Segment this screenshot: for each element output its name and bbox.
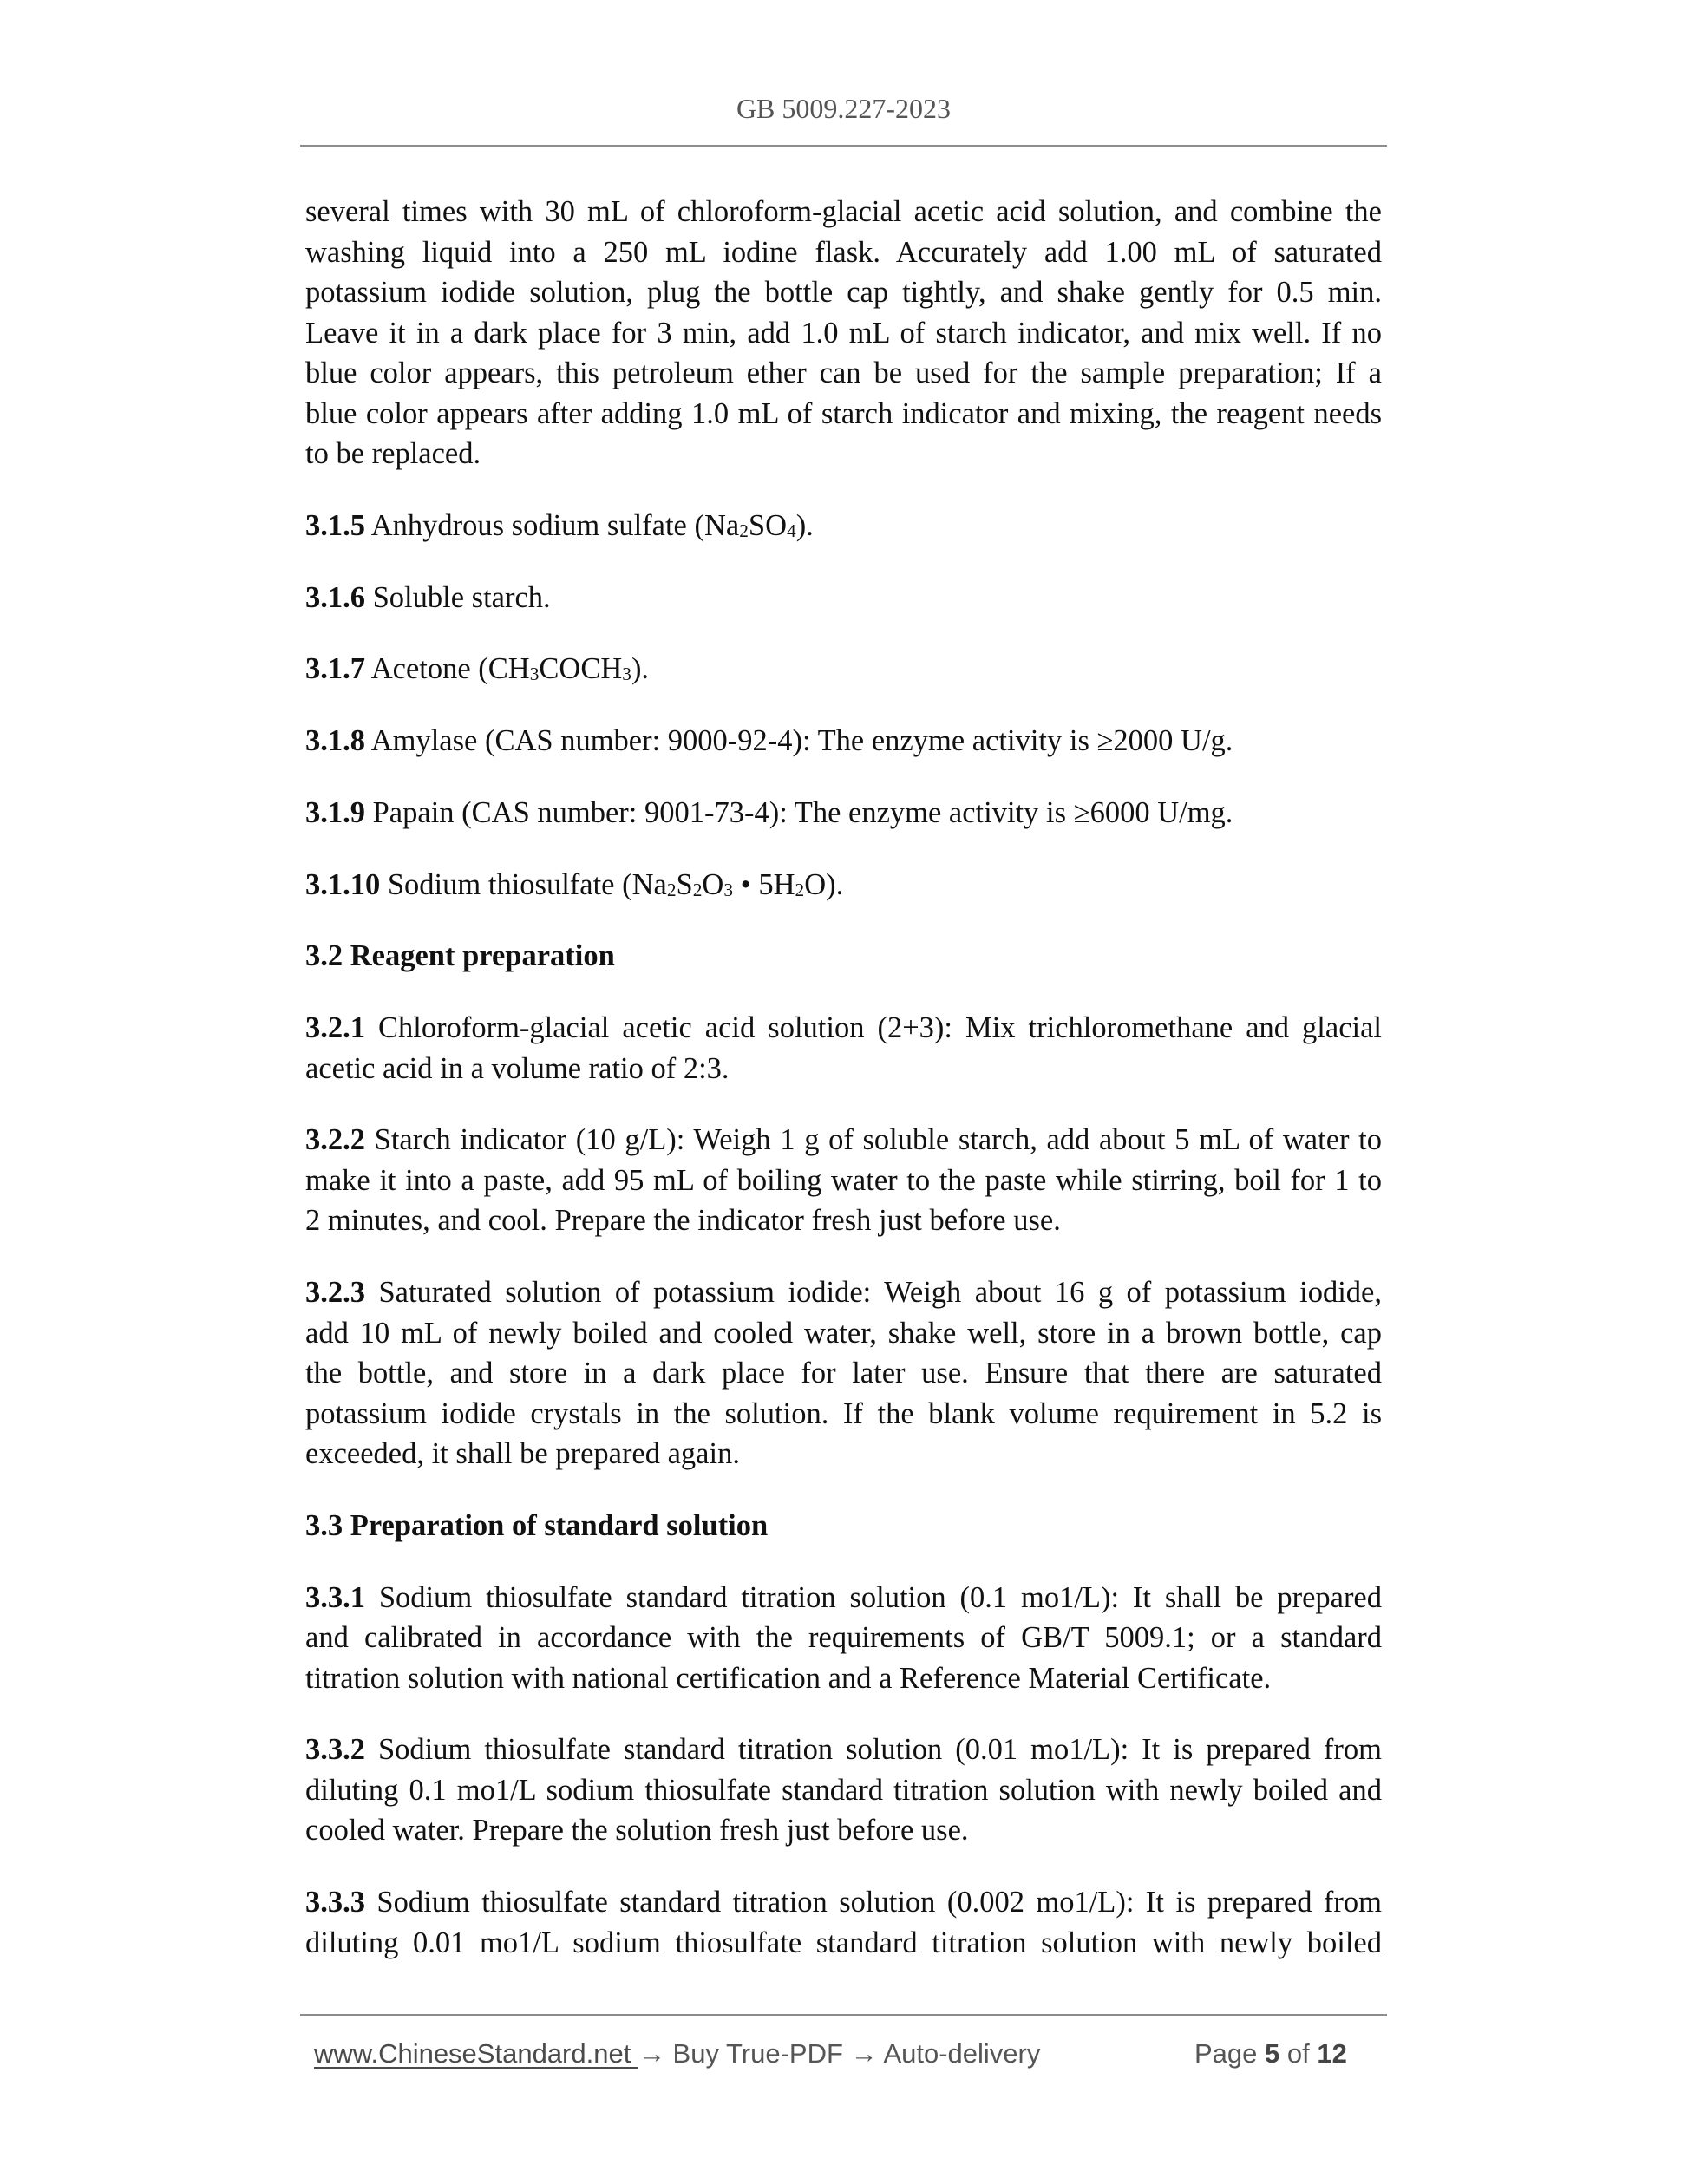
text-line bbox=[305, 1810, 1382, 1851]
page-label: Page bbox=[1194, 2038, 1266, 2069]
text-run: ). bbox=[631, 652, 650, 686]
footer-promo bbox=[314, 2035, 1040, 2073]
text-run: exceeded, it shall be prepared again. bbox=[305, 1437, 740, 1470]
text-run: Papain (CAS number: 9001-73-4): The enzyme activity is ≥6000 U/mg. bbox=[365, 795, 1233, 829]
clause-number: 3.1.9 bbox=[305, 795, 365, 829]
page-footer bbox=[0, 2035, 1688, 2073]
text-run: Sodium thiosulfate (Na bbox=[380, 867, 667, 901]
text-run: diluting 0.1 mo1/L sodium thiosulfate standard titration solution with newly boiled and bbox=[305, 1773, 1382, 1807]
paragraph bbox=[305, 1578, 1382, 1699]
text-line bbox=[305, 1313, 1382, 1354]
text-run: potassium iodide solution, plug the bottle cap tightly, and shake gently for 0.5 min. bbox=[305, 276, 1382, 309]
paragraph bbox=[305, 1120, 1382, 1241]
clause-number: 3.2.1 bbox=[305, 1011, 365, 1044]
clause-number: 3.1.5 bbox=[305, 508, 365, 542]
text-line bbox=[305, 1578, 1382, 1618]
paragraph bbox=[305, 578, 1382, 618]
text-run: blue color appears after adding 1.0 mL of starch indicator and mixing, the reagent needs bbox=[305, 396, 1382, 430]
text-run: make it into a paste, add 95 mL of boiling water to the paste while stirring, boil for 1 to bbox=[305, 1163, 1382, 1197]
clause-number: 3.3.1 bbox=[305, 1580, 365, 1614]
subscript: 3 bbox=[723, 879, 734, 900]
text-line bbox=[305, 578, 1382, 618]
text-line bbox=[305, 1658, 1382, 1699]
page-total: 12 bbox=[1317, 2038, 1347, 2069]
paragraph bbox=[305, 1882, 1382, 1963]
text-line bbox=[305, 1506, 1382, 1546]
paragraph bbox=[305, 649, 1382, 690]
page-indicator bbox=[1194, 2035, 1347, 2073]
clause-number: 3.2.2 bbox=[305, 1123, 365, 1157]
text-line bbox=[305, 1618, 1382, 1658]
text-run: Soluble starch. bbox=[365, 580, 551, 614]
paragraph bbox=[305, 865, 1382, 906]
text-run: and calibrated in accordance with the requirements of GB/T 5009.1; or a standard bbox=[305, 1621, 1382, 1654]
paragraph bbox=[305, 1008, 1382, 1089]
footer-divider bbox=[300, 2014, 1387, 2016]
subscript: 2 bbox=[666, 879, 677, 900]
text-line bbox=[305, 232, 1382, 273]
subscript: 3 bbox=[622, 664, 631, 685]
paragraph bbox=[305, 1730, 1382, 1851]
text-line bbox=[305, 721, 1382, 762]
section-heading bbox=[305, 936, 1382, 977]
text-run: COCH bbox=[539, 652, 623, 686]
text-run: to be replaced. bbox=[305, 437, 481, 470]
text-run: washing liquid into a 250 mL iodine flask. Accurately add 1.00 mL of saturated bbox=[305, 235, 1382, 269]
text-line bbox=[305, 1200, 1382, 1241]
clause-number: 3.1.6 bbox=[305, 580, 365, 614]
text-line bbox=[305, 1161, 1382, 1201]
text-line bbox=[305, 394, 1382, 435]
subscript: 2 bbox=[739, 520, 749, 541]
text-line bbox=[305, 353, 1382, 394]
text-line bbox=[305, 313, 1382, 354]
running-header: GB 5009.227-2023 bbox=[736, 93, 952, 124]
text-line bbox=[305, 1770, 1382, 1811]
clause-number: 3.3 Preparation of standard solution bbox=[305, 1508, 769, 1542]
text-run: O bbox=[702, 867, 724, 901]
text-run: Saturated solution of potassium iodide: Weigh about 16 g of potassium iodide, bbox=[365, 1276, 1382, 1309]
clause-number: 3.2 Reagent preparation bbox=[305, 939, 615, 973]
document-body bbox=[305, 192, 1382, 1994]
text-line bbox=[305, 1049, 1382, 1089]
text-line bbox=[305, 1272, 1382, 1313]
text-run: • 5H bbox=[733, 867, 795, 901]
text-line bbox=[305, 1434, 1382, 1475]
text-line bbox=[305, 1394, 1382, 1435]
text-line bbox=[305, 865, 1382, 906]
paragraph bbox=[305, 1272, 1382, 1475]
text-run: Leave it in a dark place for 3 min, add 1.0 mL of starch indicator, and mix well. If no bbox=[305, 316, 1382, 350]
text-run: 2 minutes, and cool. Prepare the indicator fresh just before use. bbox=[305, 1204, 1061, 1238]
clause-number: 3.3.3 bbox=[305, 1886, 365, 1919]
text-run: Starch indicator (10 g/L): Weigh 1 g of soluble starch, add about 5 mL of water to bbox=[365, 1123, 1382, 1157]
website-link[interactable]: www.ChineseStandard.net bbox=[314, 2038, 638, 2069]
paragraph bbox=[305, 192, 1382, 474]
text-line bbox=[305, 434, 1382, 474]
subscript: 2 bbox=[795, 879, 805, 900]
text-line bbox=[305, 1120, 1382, 1161]
page-of-label: of bbox=[1279, 2038, 1318, 2069]
page-current: 5 bbox=[1265, 2038, 1280, 2069]
text-line bbox=[305, 649, 1382, 690]
text-line bbox=[305, 1923, 1382, 1964]
text-run: Sodium thiosulfate standard titration solution (0.002 mo1/L): It is prepared from bbox=[365, 1886, 1382, 1919]
text-line bbox=[305, 936, 1382, 977]
text-run: S bbox=[676, 867, 693, 901]
paragraph bbox=[305, 721, 1382, 762]
text-run: the bottle, and store in a dark place for later use. Ensure that there are saturated bbox=[305, 1357, 1382, 1390]
text-line bbox=[305, 506, 1382, 546]
text-line bbox=[305, 272, 1382, 313]
text-run: Anhydrous sodium sulfate (Na bbox=[365, 508, 740, 542]
text-line bbox=[305, 1353, 1382, 1394]
subscript: 2 bbox=[692, 879, 703, 900]
text-run: Sodium thiosulfate standard titration solution (0.01 mo1/L): It is prepared from bbox=[365, 1733, 1382, 1767]
text-line bbox=[305, 1882, 1382, 1923]
section-heading bbox=[305, 1506, 1382, 1546]
text-line bbox=[305, 192, 1382, 232]
text-run: blue color appears, this petroleum ether can be used for the sample preparation; If a bbox=[305, 356, 1382, 389]
text-run: SO bbox=[748, 508, 787, 542]
text-run: cooled water. Prepare the solution fresh just before use. bbox=[305, 1814, 969, 1847]
clause-number: 3.1.10 bbox=[305, 867, 381, 901]
clause-number: 3.3.2 bbox=[305, 1733, 365, 1767]
paragraph bbox=[305, 506, 1382, 546]
subscript: 4 bbox=[787, 520, 796, 541]
header-divider bbox=[300, 145, 1387, 147]
text-run: O). bbox=[804, 867, 844, 901]
clause-number: 3.1.7 bbox=[305, 652, 365, 686]
promo-text: → Buy True-PDF → Auto-delivery bbox=[638, 2038, 1041, 2069]
clause-number: 3.1.8 bbox=[305, 724, 365, 757]
text-line bbox=[305, 1730, 1382, 1770]
text-run: diluting 0.01 mo1/L sodium thiosulfate standard titration solution with newly boiled bbox=[305, 1926, 1382, 1959]
text-run: ). bbox=[795, 508, 814, 542]
text-run: Acetone (CH bbox=[365, 652, 530, 686]
text-run: add 10 mL of newly boiled and cooled water, shake well, store in a brown bottle, cap bbox=[305, 1316, 1382, 1350]
subscript: 3 bbox=[529, 664, 540, 685]
text-run: potassium iodide crystals in the solution. If the blank volume requirement in 5.2 is bbox=[305, 1396, 1382, 1430]
text-run: several times with 30 mL of chloroform-glacial acetic acid solution, and combine the bbox=[305, 195, 1382, 228]
text-run: Sodium thiosulfate standard titration solution (0.1 mo1/L): It shall be prepared bbox=[365, 1580, 1382, 1614]
text-line bbox=[305, 793, 1382, 834]
text-run: Chloroform-glacial acetic acid solution (2+3): Mix trichloromethane and glacial bbox=[365, 1011, 1382, 1044]
text-run: Amylase (CAS number: 9000-92-4): The enzyme activity is ≥2000 U/g. bbox=[365, 724, 1233, 757]
clause-number: 3.2.3 bbox=[305, 1276, 365, 1309]
text-line bbox=[305, 1008, 1382, 1049]
text-run: acetic acid in a volume ratio of 2:3. bbox=[305, 1051, 730, 1085]
text-run: titration solution with national certification and a Reference Material Certificate. bbox=[305, 1661, 1272, 1695]
paragraph bbox=[305, 793, 1382, 834]
